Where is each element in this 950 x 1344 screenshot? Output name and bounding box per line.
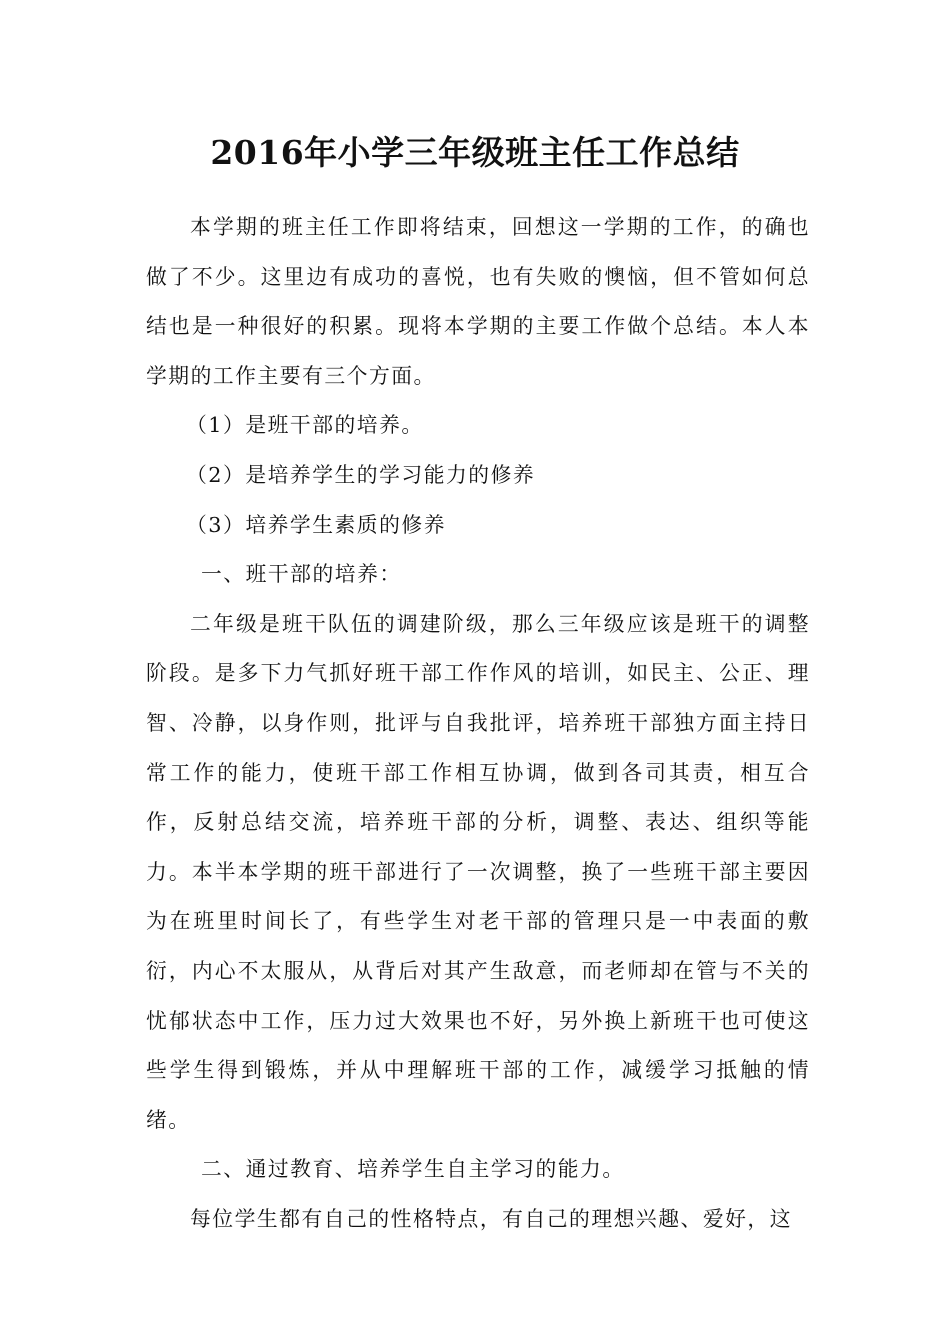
section-1-paragraph: 二年级是班干队伍的调建阶级，那么三年级应该是班干的调整阶段。是多下力气抓好班干部工作作风的培训，如民主、公正、理智、冷静，以身作则，批评与自我批评，培养班干部独方面主持日常工作的能力，使班干部工作相互协调，做到各司其责，相互合作，反射总结交流，培养班干部的分析，调整、表达、组织等能力。本半本学期的班干部进行了一次调整，换了一些班干部主要因为在班里时间长了，有些学生对老干部的管理只是一中表面的敷衍，内心不太服从，从背后对其产生敌意，而老师却在管与不关的忧郁状态中工作，压力过大效果也不好，另外换上新班干也可使这些学生得到锻炼，并从中理解班干部的工作，减缓学习抵触的情绪。 [146, 611, 810, 1132]
intro-paragraph: 本学期的班主任工作即将结束，回想这一学期的工作，的确也做了不少。这里边有成功的喜悦，也有失败的懊恼，但不管如何总结也是一种很好的积累。现将本学期的主要工作做个总结。本人本学期的工作主要有三个方面。 [146, 215, 810, 388]
list-item-2: （2）是培养学生的学习能力的修养 [186, 462, 536, 487]
section-heading-2: 二、通过教育、培养学生自主学习的能力。 [201, 1157, 625, 1182]
section-2-paragraph: 每位学生都有自己的性格特点，有自己的理想兴趣、爱好，这 [190, 1206, 793, 1231]
document-body [146, 203, 810, 1244]
list-item-3: （3）培养学生素质的修养 [186, 512, 446, 537]
section-heading-1: 一、班干部的培养： [201, 562, 402, 587]
list-item-1: （1）是班干部的培养。 [186, 413, 424, 438]
document-title: 2016年小学三年级班主任工作总结 [210, 133, 740, 172]
